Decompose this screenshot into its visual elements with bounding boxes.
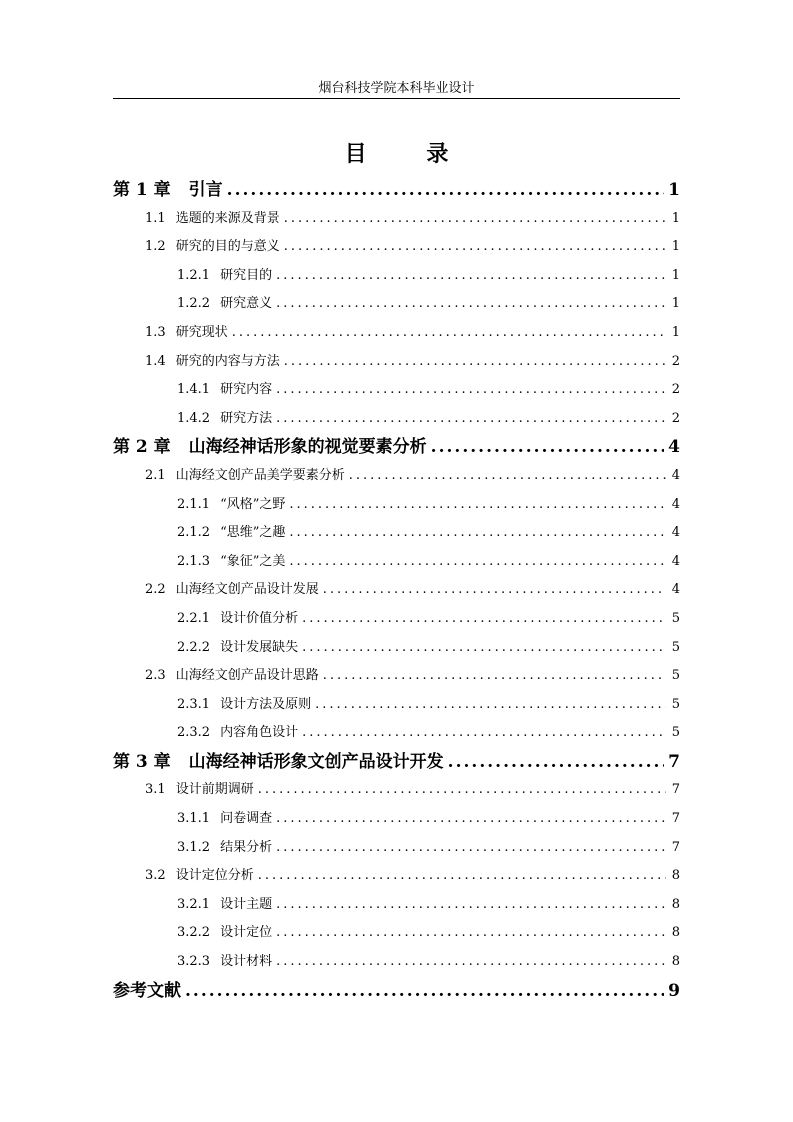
toc-section-entry[interactable] (113, 519, 680, 548)
toc-entry-number: 1.2.1 (177, 267, 211, 283)
toc-entry-title: 设计方法及原则 (220, 696, 312, 712)
toc-entry-title: 研究目的 (220, 267, 273, 283)
toc-dot-leader (315, 691, 666, 720)
toc-entry-title: 设计前期调研 (175, 782, 254, 798)
toc-entry-title: 设计主题 (220, 896, 273, 912)
toc-section-entry[interactable] (113, 776, 680, 805)
toc-section-entry[interactable] (113, 348, 680, 377)
toc-dot-leader (276, 290, 666, 319)
toc-chapter-entry[interactable] (113, 433, 680, 462)
toc-dot-leader (185, 977, 664, 1006)
toc-dot-leader (227, 176, 664, 205)
toc-dot-leader (258, 776, 666, 805)
toc-entry-number: 3.1.1 (177, 811, 211, 827)
toc-entry-page-number: 4 (671, 467, 680, 483)
page-title: 目 录 (344, 141, 475, 167)
toc-dot-leader (431, 433, 664, 462)
toc-section-entry[interactable] (113, 376, 680, 405)
header-rule (113, 98, 680, 99)
toc-dot-leader (349, 462, 666, 491)
toc-dot-leader (258, 862, 666, 891)
toc-entry-title: 山海经神话形象的视觉要素分析 (188, 437, 427, 458)
toc-section-entry[interactable] (113, 405, 680, 434)
toc-entry-title: 参考文献 (113, 980, 181, 1001)
toc-entry-number: 3.2.3 (177, 954, 211, 970)
toc-entry-number: 2.3 (145, 668, 166, 684)
toc-entry-number: 1.4 (145, 353, 166, 369)
toc-entry-number: 第 3 章 (113, 751, 171, 772)
toc-entry-page-number: 8 (671, 868, 680, 884)
toc-entry-number: 2.3.2 (177, 725, 211, 741)
toc-section-entry[interactable] (113, 662, 680, 691)
toc-entry-number: 3.1.2 (177, 839, 211, 855)
toc-entry-number: 第 1 章 (113, 180, 171, 200)
toc-entry-number: 2.3.1 (177, 696, 211, 712)
toc-entry-title: 设计定位 (220, 925, 273, 941)
toc-entry-number: 2.1 (145, 467, 166, 483)
toc-section-entry[interactable] (113, 262, 680, 291)
toc-dot-leader (302, 605, 666, 634)
toc-entry-page-number: 2 (671, 382, 680, 398)
toc-dot-leader (276, 805, 666, 834)
toc-entry-page-number: 4 (668, 437, 680, 458)
toc-dot-leader (276, 262, 666, 291)
toc-section-entry[interactable] (113, 576, 680, 605)
toc-entry-page-number: 2 (671, 410, 680, 426)
toc-entry-page-number: 5 (671, 668, 680, 684)
toc-dot-leader (276, 405, 666, 434)
toc-entry-number: 1.3 (145, 324, 166, 340)
toc-entry-number: 3.1 (145, 782, 166, 798)
toc-entry-page-number: 2 (671, 353, 680, 369)
toc-dot-leader (284, 348, 666, 377)
toc-entry-title: 设计价值分析 (220, 610, 299, 626)
toc-dot-leader (289, 491, 666, 520)
toc-entry-page-number: 1 (671, 267, 680, 283)
toc-entry-number: 2.1.3 (177, 553, 211, 569)
toc-dot-leader (448, 748, 664, 777)
toc-entry-title: 山海经文创产品设计发展 (175, 582, 319, 598)
toc-entry-title: 设计发展缺失 (220, 639, 299, 655)
toc-dot-leader (284, 233, 666, 262)
toc-dot-leader (302, 719, 666, 748)
toc-entry-number: 1.2 (145, 239, 166, 255)
toc-entry-title: 研究的内容与方法 (175, 353, 280, 369)
toc-entry-page-number: 7 (671, 811, 680, 827)
toc-entry-page-number: 5 (671, 696, 680, 712)
toc-entry-title: 结果分析 (220, 839, 273, 855)
toc-section-entry[interactable] (113, 233, 680, 262)
toc-dot-leader (323, 662, 666, 691)
toc-section-entry[interactable] (113, 834, 680, 863)
toc-entry-page-number: 4 (671, 553, 680, 569)
toc-entry-title: “思维”之趣 (220, 525, 286, 541)
toc-entry-title: 研究的目的与意义 (175, 239, 280, 255)
toc-entry-page-number: 7 (671, 782, 680, 798)
toc-section-entry[interactable] (113, 319, 680, 348)
toc-entry-page-number: 8 (671, 954, 680, 970)
toc-entry-title: 山海经神话形象文创产品设计开发 (188, 751, 444, 772)
toc-entry-number: 2.2.1 (177, 610, 211, 626)
toc-section-entry[interactable] (113, 605, 680, 634)
toc-entry-number: 1.4.2 (177, 410, 211, 426)
toc-entry-page-number: 5 (671, 639, 680, 655)
toc-entry-title: “风格”之野 (220, 496, 286, 512)
toc-entry-number: 第 2 章 (113, 437, 171, 458)
toc-dot-leader (276, 948, 666, 977)
toc-section-entry[interactable] (113, 491, 680, 520)
toc-entry-page-number: 4 (671, 525, 680, 541)
toc-section-entry[interactable] (113, 805, 680, 834)
toc-section-entry[interactable] (113, 919, 680, 948)
toc-dot-leader (289, 548, 666, 577)
toc-dot-leader (276, 891, 666, 920)
toc-entry-page-number: 7 (671, 839, 680, 855)
toc-entry-page-number: 5 (671, 725, 680, 741)
toc-entry-title: “象征”之美 (220, 553, 286, 569)
toc-entry-title: 研究内容 (220, 382, 273, 398)
toc-section-entry[interactable] (113, 719, 680, 748)
toc-section-entry[interactable] (113, 948, 680, 977)
toc-entry-page-number: 8 (671, 925, 680, 941)
toc-entry-title: 研究方法 (220, 410, 273, 426)
toc-section-entry[interactable] (113, 290, 680, 319)
toc-entry-number: 2.2 (145, 582, 166, 598)
toc-entry-title: 山海经文创产品设计思路 (175, 668, 319, 684)
toc-entry-page-number: 1 (671, 296, 680, 312)
toc-entry-title: 研究现状 (175, 324, 228, 340)
toc-entry-number: 3.2.2 (177, 925, 211, 941)
toc-entry-page-number: 9 (668, 980, 680, 1001)
toc-entry-number: 2.2.2 (177, 639, 211, 655)
toc-section-entry[interactable] (113, 691, 680, 720)
toc-dot-leader (276, 919, 666, 948)
toc-entry-page-number: 1 (671, 239, 680, 255)
toc-section-entry[interactable] (113, 205, 680, 234)
toc-section-entry[interactable] (113, 891, 680, 920)
toc-entry-title: 设计材料 (220, 954, 273, 970)
toc-entry-page-number: 1 (671, 210, 680, 226)
toc-section-entry[interactable] (113, 862, 680, 891)
toc-entry-number: 2.1.2 (177, 525, 211, 541)
page-header: 烟台科技学院本科毕业设计 (318, 81, 475, 96)
toc-entry-page-number: 1 (671, 324, 680, 340)
toc-dot-leader (284, 205, 666, 234)
table-of-contents (113, 176, 680, 1005)
toc-entry-number: 1.2.2 (177, 296, 211, 312)
toc-dot-leader (276, 834, 666, 863)
toc-entry-title: 山海经文创产品美学要素分析 (175, 467, 345, 483)
toc-entry-title: 研究意义 (220, 296, 273, 312)
toc-entry-number: 3.2.1 (177, 896, 211, 912)
toc-dot-leader (232, 319, 666, 348)
toc-chapter-entry[interactable] (113, 748, 680, 777)
toc-entry-page-number: 5 (671, 610, 680, 626)
toc-entry-title: 内容角色设计 (220, 725, 299, 741)
toc-entry-page-number: 8 (671, 896, 680, 912)
toc-entry-title: 选题的来源及背景 (175, 210, 280, 226)
toc-entry-number: 3.2 (145, 868, 166, 884)
toc-dot-leader (289, 519, 666, 548)
toc-entry-number: 2.1.1 (177, 496, 211, 512)
toc-chapter-entry[interactable] (113, 176, 680, 205)
toc-entry-page-number: 1 (668, 180, 680, 200)
toc-section-entry[interactable] (113, 462, 680, 491)
toc-chapter-entry[interactable] (113, 977, 680, 1006)
toc-section-entry[interactable] (113, 634, 680, 663)
toc-entry-title: 引言 (188, 180, 223, 200)
toc-entry-page-number: 4 (671, 496, 680, 512)
toc-dot-leader (302, 634, 666, 663)
toc-dot-leader (276, 376, 666, 405)
toc-entry-number: 1.1 (145, 210, 166, 226)
toc-section-entry[interactable] (113, 548, 680, 577)
toc-entry-title: 设计定位分析 (175, 868, 254, 884)
toc-entry-page-number: 4 (671, 582, 680, 598)
toc-entry-page-number: 7 (668, 751, 680, 772)
toc-entry-number: 1.4.1 (177, 382, 211, 398)
toc-dot-leader (323, 576, 666, 605)
toc-entry-title: 问卷调查 (220, 811, 273, 827)
